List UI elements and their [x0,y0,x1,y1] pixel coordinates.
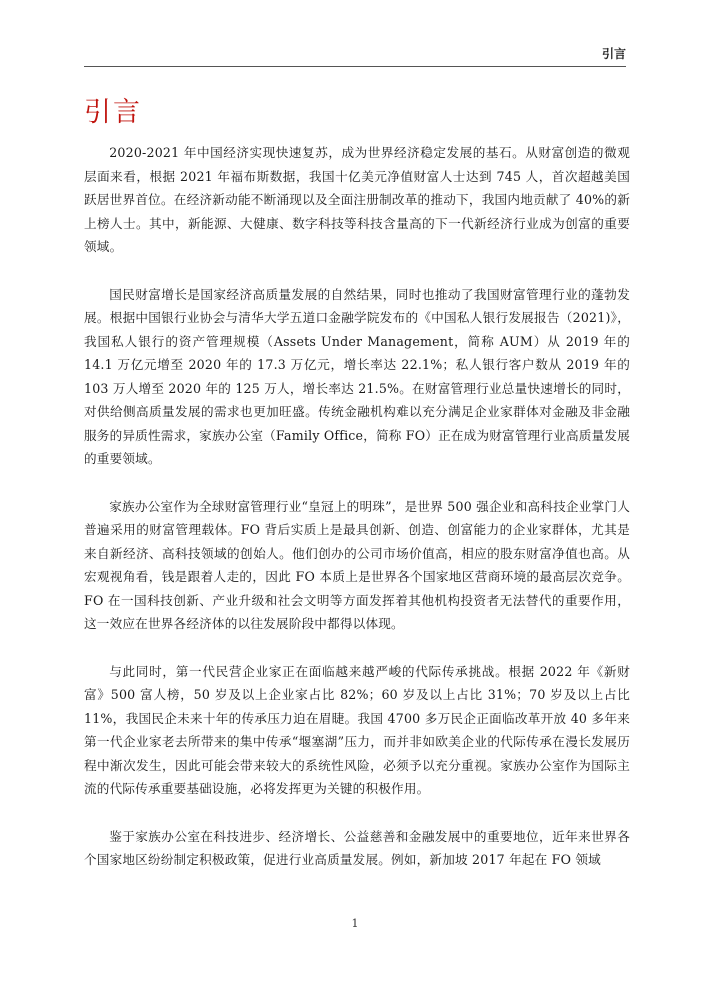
section-title: 引言 [84,97,142,128]
header-rule [84,66,626,67]
paragraph: 鉴于家族办公室在科技进步、经济增长、公益慈善和金融发展中的重要地位，近年来世界各个国家地区纷纷制定积极政策，促进行业高质量发展。例如，新加坡 2017 年起在 FO 领域 [84,828,630,867]
paragraph: 国民财富增长是国家经济高质量发展的自然结果，同时也推动了我国财富管理行业的蓬勃发展。根据中国银行业协会与清华大学五道口金融学院发布的《中国私人银行发展报告（2021)》，我国私人银行的资产管理规模（Assets Under Management，简称 AUM）从 2019 年的 14.1 万亿元增至 2020 年的 17.3 万亿元，增长率达 22.1%；私人银行客户数从 2019 年的 103 万人增至 2020 年的 125 万人，增长率达 21.5%。在财富管理行业总量快速增长的同时，对供给侧高质量发展的需求也更加旺盛。传统金融机构难以充分满足企业家群体对金融及非金融服务的异质性需求，家族办公室（Family Office，简称 FO）正在成为财富管理行业高质量发展的重要领域。 [84,286,630,466]
paragraph: 与此同时，第一代民营企业家正在面临越来越严峻的代际传承挑战。根据 2022 年《新财富》500 富人榜，50 岁及以上企业家占比 82%；60 岁及以上占比 31%；70 岁及以上占比 11%，我国民企未来十年的传承压力迫在眉睫。我国 4700 多万民企正面临改革开放 40 多年来第一代企业家老去所带来的集中传承“堰塞湖”压力，而并非如欧美企业的代际传承在漫长发展历程中渐次发生，因此可能会带来较大的系统性风险，必须予以充分重视。家族办公室作为国际主流的代际传承重要基础设施，必将发挥更为关键的积极作用。 [84,663,630,796]
running-header: 引言 [601,47,626,61]
body-text [84,141,630,896]
paragraph: 2020-2021 年中国经济实现快速复苏，成为世界经济稳定发展的基石。从财富创造的微观层面来看，根据 2021 年福布斯数据，我国十亿美元净值财富人士达到 745 人，首次超越美国跃居世界首位。在经济新动能不断涌现以及全面注册制改革的推动下，我国内地贡献了 40%的新上榜人士。其中，新能源、大健康、数字科技等科技含量高的下一代新经济行业成为创富的重要领域。 [84,145,630,254]
paragraph: 家族办公室作为全球财富管理行业“皇冠上的明珠”，是世界 500 强企业和高科技企业掌门人普遍采用的财富管理载体。FO 背后实质上是最具创新、创造、创富能力的企业家群体，尤其是来自新经济、高科技领域的创始人。他们创办的公司市场价值高，相应的股东财富净值也高。从宏观视角看，钱是跟着人走的，因此 FO 本质上是世界各个国家地区营商环境的最高层次竞争。FO 在一国科技创新、产业升级和社会文明等方面发挥着其他机构投资者无法替代的重要作用，这一效应在世界各经济体的以往发展阶段中都得以体现。 [84,498,630,631]
page-number: 1 [351,917,359,930]
